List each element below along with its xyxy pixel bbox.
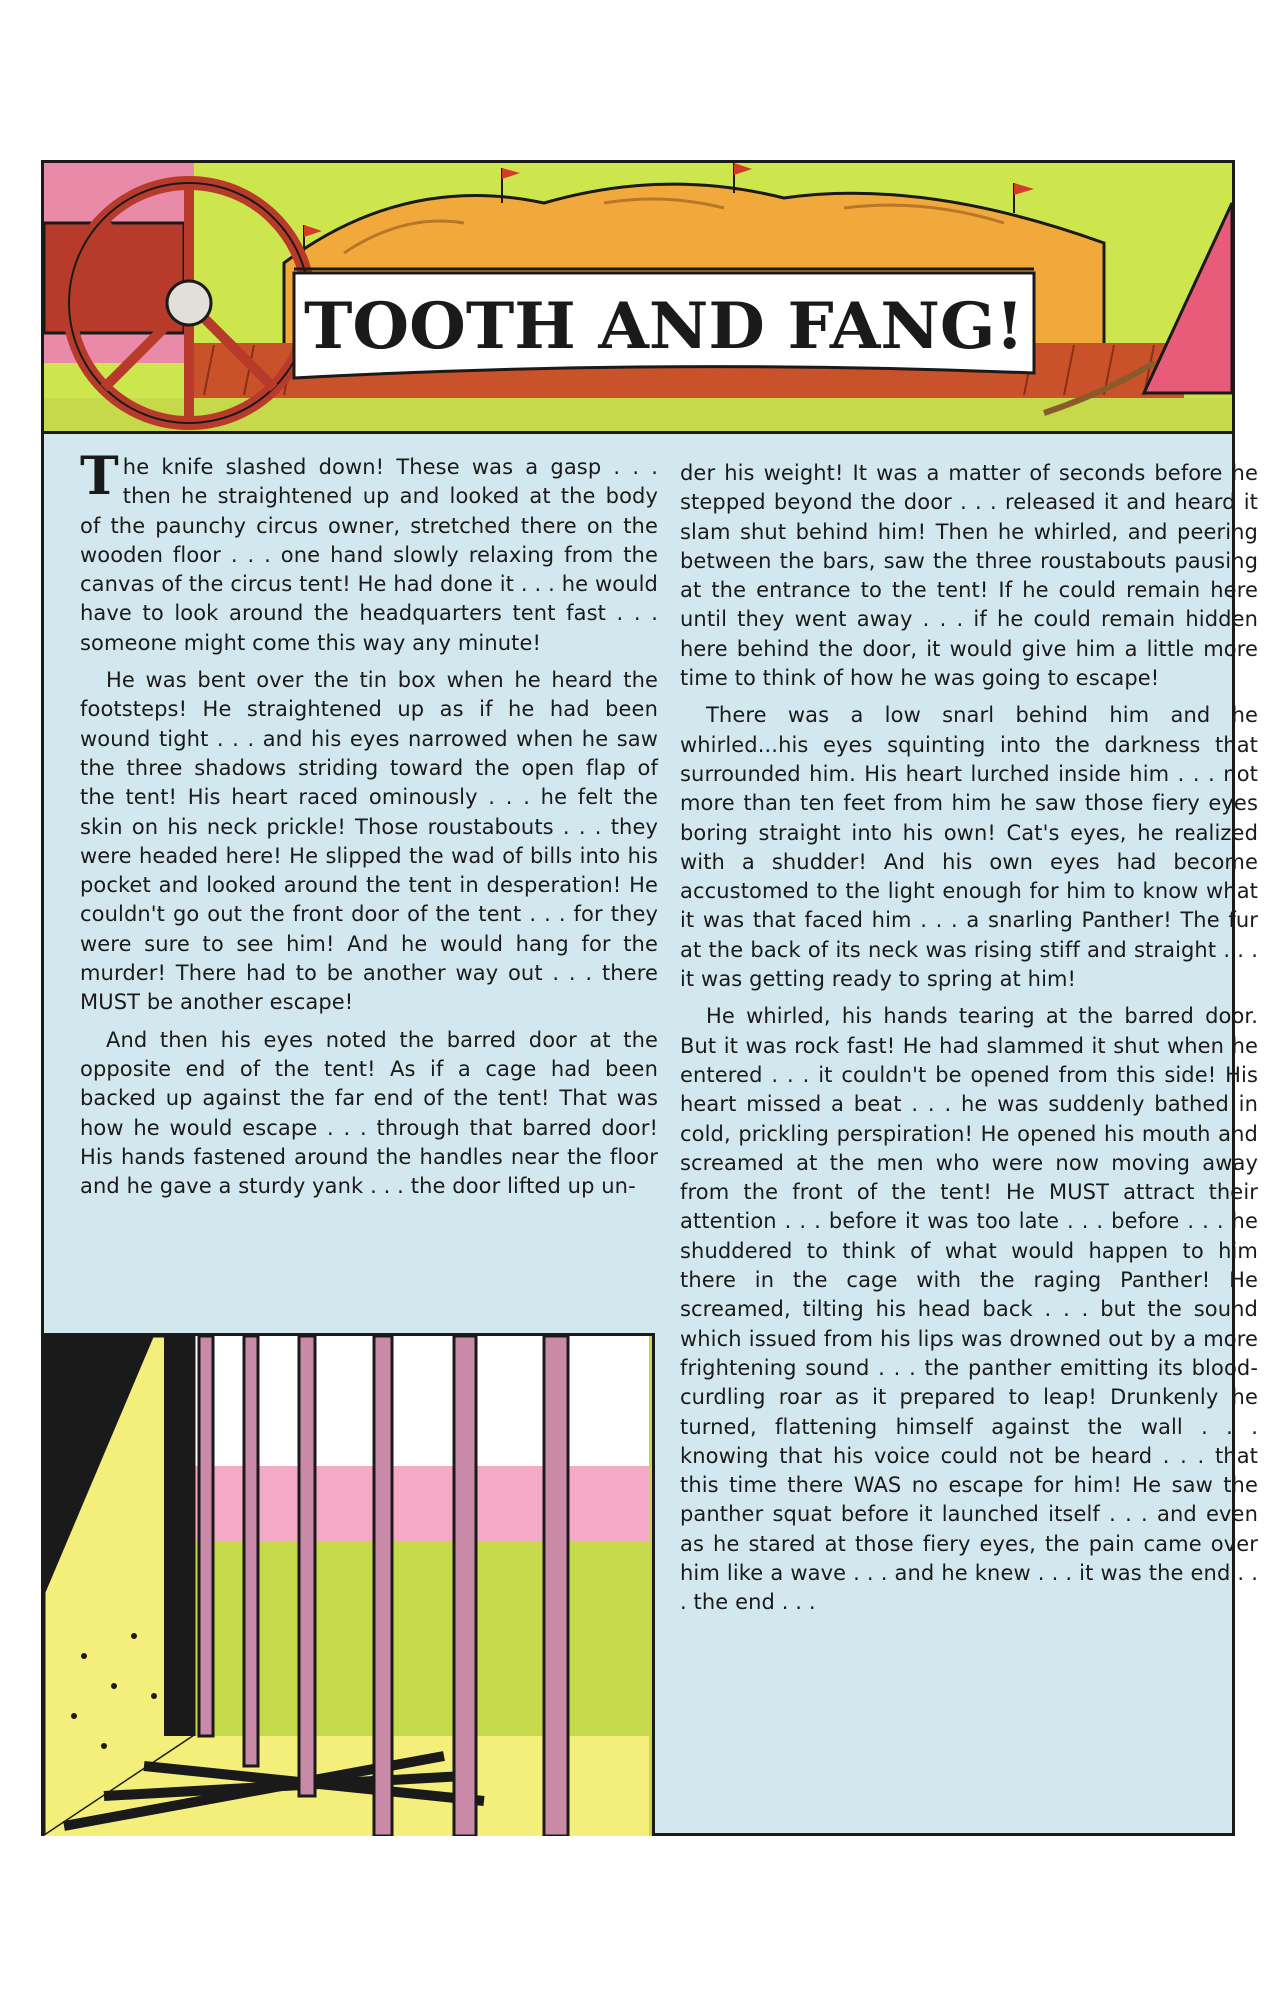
story-paragraph: He whirled, his hands tearing at the barred door. But it was rock fast! He had slammed it shut when he entered . . . it couldn't be opened from this side! His heart missed a beat . . . he was suddenly bathed in cold, prickling perspiration! He opened his mouth and screamed at the men who were now moving away from the front of the tent! He MUST attract their attention . . . before it was too late . . . before . . . he shuddered to think of what would happen to him there in the cage with the raging Panther! He screamed, tilting his head back . . . but the sound which issued from his lips was drowned out by a more frightening sound . . . the panther emitting its blood-curdling roar as it prepared to leap! Drunkenly he turned, flattening himself against the wall . . . knowing that his voice could not be heard . . . that this time there WAS no escape for him! He saw the panther squat before it launched itself . . . and even as he stared at those fiery eyes, the pain came over him like a wave . . . and he knew . . . it was the end . . . the end . . . (680, 1004, 1258, 1615)
story-panel (41, 160, 1258, 1836)
circus-tent-illustration (44, 163, 1232, 431)
page-title: TOOTH AND FANG! (304, 289, 1024, 364)
story-paragraph: He was bent over the tin box when he heard the footsteps! He straightened up as if he had been wound tight . . . and his eyes narrowed when he saw the three shadows striding toward the open flap of the tent! His heart raced ominously . . . he felt the skin on his neck prickle! Those roustabouts . . . they were headed here! He slipped the wad of bills into his pocket and looked around the tent in desperation! He couldn't go out the front door of the tent . . . for they were sure to see him! And he would hang for the murder! There had to be another way out . . . there MUST be another escape! (80, 668, 658, 1015)
story-paragraph: der his weight! It was a matter of seconds before he stepped beyond the door . . . released it and heard it slam shut behind him! Then he whirled, and peering between the bars, saw the three roustabouts pausing at the entrance to the tent! If he could remain here until they went away . . . if he could remain hidden here behind the door, it would give him a little more time to think of how he was going to escape! (680, 461, 1258, 691)
title-panel (44, 163, 1232, 434)
story-paragraph: There was a low snarl behind him and he whirled...his eyes squinting into the darkness that surrounded him. His heart lurched inside him . . . not more than ten feet from him he saw those fiery eyes boring straight into his own! Cat's eyes, he realized with a shudder! And his own eyes had become accustomed to the light enough for him to know what it was that faced him . . . a snarling Panther! The fur at the back of its neck was rising stiff and straight . . . it was getting ready to spring at him! (680, 703, 1258, 992)
story-paragraph: And then his eyes noted the barred door at the opposite end of the tent! As if a cage had been backed up against the far end of the tent! That was how he would escape . . . through that barred door! His hands fastened around the handles near the floor and he gave a sturdy yank . . . the door lifted up un- (80, 1027, 658, 1199)
story-column-right (680, 459, 1258, 1626)
story-column-left (80, 446, 658, 1209)
cage-panel (44, 1333, 655, 1836)
drop-cap: T (80, 446, 119, 507)
story-paragraph: The knife slashed down! These was a gasp . . . then he straightened up and looked at the body of the paunchy circus owner, stretched there on the wooden floor . . . one hand slowly relaxing from the canvas of the circus tent! He had done it . . . he would have to look around the headquarters tent fast . . . someone might come this way any minute! (80, 446, 658, 655)
cage-bars-illustration (44, 1336, 649, 1836)
